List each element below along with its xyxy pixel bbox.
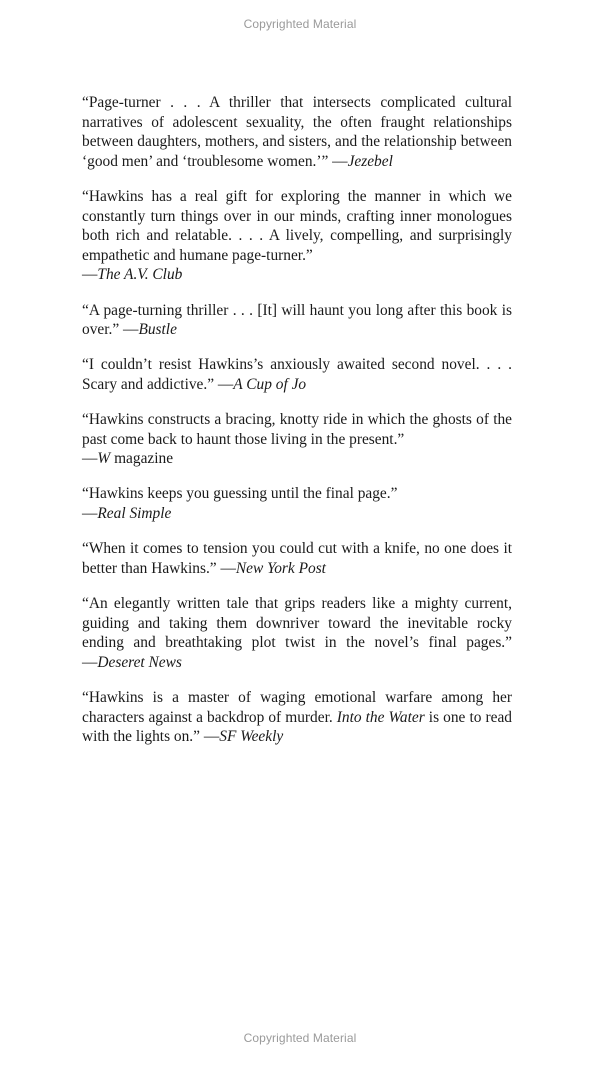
quote-text: “Page-turner . . . A thriller that intersects complicated cultural narratives of adolescent sexuality, the often fraught relationships between daughters, mothers, and sisters, and the relationship between ‘good men’ and ‘troublesome women.’” (82, 94, 512, 170)
copyright-watermark-bottom: Copyrighted Material (243, 1031, 357, 1045)
book-title: Into the Water (336, 708, 425, 726)
quote-sf-weekly (82, 688, 512, 747)
quote-source: —SF Weekly (200, 728, 284, 746)
quote-text: “An elegantly written tale that grips readers like a mighty current, guiding and taking them downriver toward the inevitable rocky ending and breathtaking plot twist in the novel’s final pages.” (82, 595, 512, 652)
quote-text: “Hawkins is a master of waging emotional warfare among her characters against a backdrop of murder. (82, 689, 512, 726)
quote-av-club (82, 187, 512, 285)
quote-source: —W magazine (82, 450, 174, 468)
quote-real-simple (82, 484, 512, 523)
quote-deseret-news (82, 594, 512, 672)
quote-source: —The A.V. Club (82, 266, 183, 284)
quote-w-magazine (82, 410, 512, 469)
quote-text: “Hawkins has a real gift for exploring the manner in which we constantly turn things over in our minds, crafting inner monologues both rich and relatable. . . . A lively, compelling, and surprisingly empathetic and humane page-turner.” (82, 187, 512, 264)
praise-quotes (82, 93, 512, 762)
quote-text: is one to read with the lights on.” (82, 708, 512, 746)
quote-cup-of-jo (82, 355, 512, 394)
quote-text: “Hawkins constructs a bracing, knotty ride in which the ghosts of the past come back to haunt those living in the present.” (82, 411, 512, 448)
quote-text: “I couldn’t resist Hawkins’s anxiously awaited second novel. . . . Scary and addictive.” (82, 356, 512, 393)
quote-source: —Bustle (119, 321, 177, 339)
quote-source: —Jezebel (328, 152, 393, 170)
quote-source: —New York Post (216, 559, 326, 577)
quote-source: —Deseret News (82, 653, 182, 671)
quote-source: —A Cup of Jo (214, 375, 307, 393)
quote-text: “When it comes to tension you could cut with a knife, no one does it better than Hawkins.” (82, 540, 512, 577)
quote-new-york-post (82, 539, 512, 578)
quote-bustle (82, 301, 512, 340)
quote-text: “A page-turning thriller . . . [It] will haunt you long after this book is over.” (82, 301, 512, 339)
quote-jezebel (82, 93, 512, 171)
quote-source: —Real Simple (82, 505, 172, 523)
quote-text: “Hawkins keeps you guessing until the final page.” (82, 485, 398, 503)
copyright-watermark-top: Copyrighted Material (243, 17, 357, 31)
